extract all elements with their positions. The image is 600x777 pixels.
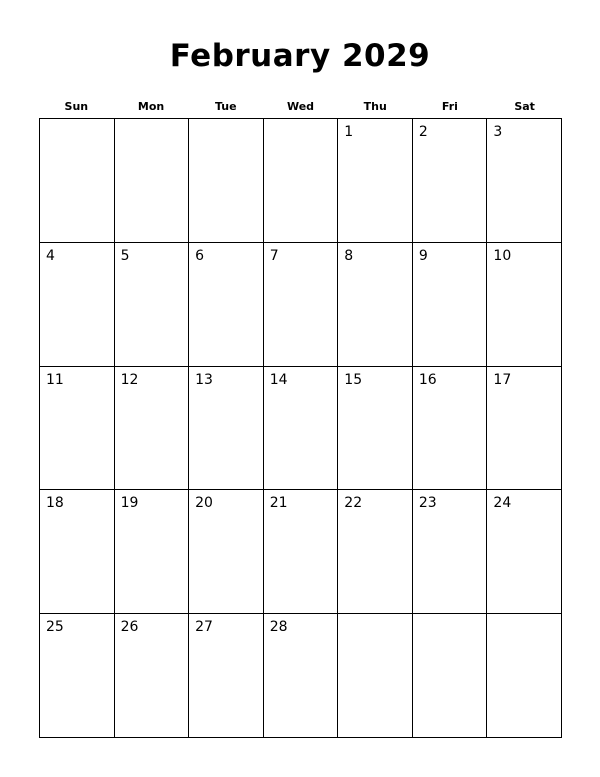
day-number: 25 bbox=[46, 619, 64, 636]
day-number: 19 bbox=[120, 495, 139, 512]
day-cell bbox=[264, 614, 339, 738]
day-number: 14 bbox=[269, 371, 288, 388]
day-number: 8 bbox=[344, 247, 354, 264]
day-cell bbox=[338, 243, 413, 367]
day-cell bbox=[115, 243, 190, 367]
day-cell bbox=[115, 490, 190, 614]
weekday-mon: Mon bbox=[137, 100, 165, 113]
weekday-wed: Wed bbox=[286, 100, 315, 113]
day-cell bbox=[189, 243, 264, 367]
day-number: 17 bbox=[493, 371, 512, 388]
day-number: 16 bbox=[418, 371, 437, 388]
day-cell bbox=[264, 490, 339, 614]
day-cell bbox=[413, 119, 488, 243]
day-number: 9 bbox=[418, 247, 428, 264]
day-cell bbox=[264, 119, 339, 243]
day-number: 22 bbox=[344, 495, 363, 512]
day-number: 27 bbox=[195, 619, 213, 636]
day-cell bbox=[115, 119, 190, 243]
day-cell bbox=[40, 614, 115, 738]
day-cell bbox=[264, 367, 339, 491]
day-number: 21 bbox=[269, 495, 288, 512]
day-cell bbox=[40, 119, 115, 243]
day-number: 28 bbox=[269, 619, 288, 636]
day-number: 12 bbox=[120, 371, 139, 388]
day-cell bbox=[338, 119, 413, 243]
day-cell bbox=[413, 490, 488, 614]
day-number: 1 bbox=[344, 124, 354, 140]
day-cell bbox=[189, 367, 264, 491]
day-number: 3 bbox=[493, 124, 503, 140]
day-cell bbox=[487, 119, 562, 243]
day-cell bbox=[189, 614, 264, 738]
day-cell bbox=[338, 367, 413, 491]
day-number: 5 bbox=[120, 247, 130, 264]
weekday-fri: Fri bbox=[441, 100, 458, 113]
day-cell bbox=[40, 490, 115, 614]
day-number: 18 bbox=[46, 495, 64, 512]
weekday-sun: Sun bbox=[64, 100, 89, 113]
day-cell bbox=[338, 614, 413, 738]
day-number: 7 bbox=[269, 247, 279, 264]
day-cell bbox=[115, 614, 190, 738]
calendar-title: February 2029 bbox=[169, 38, 431, 74]
day-cell bbox=[413, 367, 488, 491]
day-number: 2 bbox=[418, 124, 428, 140]
day-number: 10 bbox=[493, 247, 512, 264]
day-cell bbox=[189, 490, 264, 614]
day-cell bbox=[264, 243, 339, 367]
day-number: 26 bbox=[120, 619, 139, 636]
day-number: 6 bbox=[195, 247, 205, 264]
day-cell bbox=[115, 367, 190, 491]
weekday-thu: Thu bbox=[363, 100, 387, 113]
calendar-grid bbox=[39, 118, 562, 738]
day-number: 4 bbox=[46, 247, 55, 264]
day-number: 11 bbox=[46, 371, 64, 388]
day-cell bbox=[413, 243, 488, 367]
weekday-header-row bbox=[39, 99, 562, 115]
weekday-sat: Sat bbox=[514, 100, 535, 113]
day-cell bbox=[40, 367, 115, 491]
day-cell bbox=[487, 614, 562, 738]
day-number: 15 bbox=[344, 371, 363, 388]
day-cell bbox=[487, 367, 562, 491]
day-number: 20 bbox=[195, 495, 213, 512]
day-number: 24 bbox=[493, 495, 512, 512]
day-cell bbox=[487, 490, 562, 614]
day-cell bbox=[338, 490, 413, 614]
day-cell bbox=[40, 243, 115, 367]
weekday-tue: Tue bbox=[214, 100, 237, 113]
day-cell bbox=[487, 243, 562, 367]
day-number: 23 bbox=[418, 495, 437, 512]
day-cell bbox=[413, 614, 488, 738]
day-cell bbox=[189, 119, 264, 243]
day-number: 13 bbox=[195, 371, 213, 388]
